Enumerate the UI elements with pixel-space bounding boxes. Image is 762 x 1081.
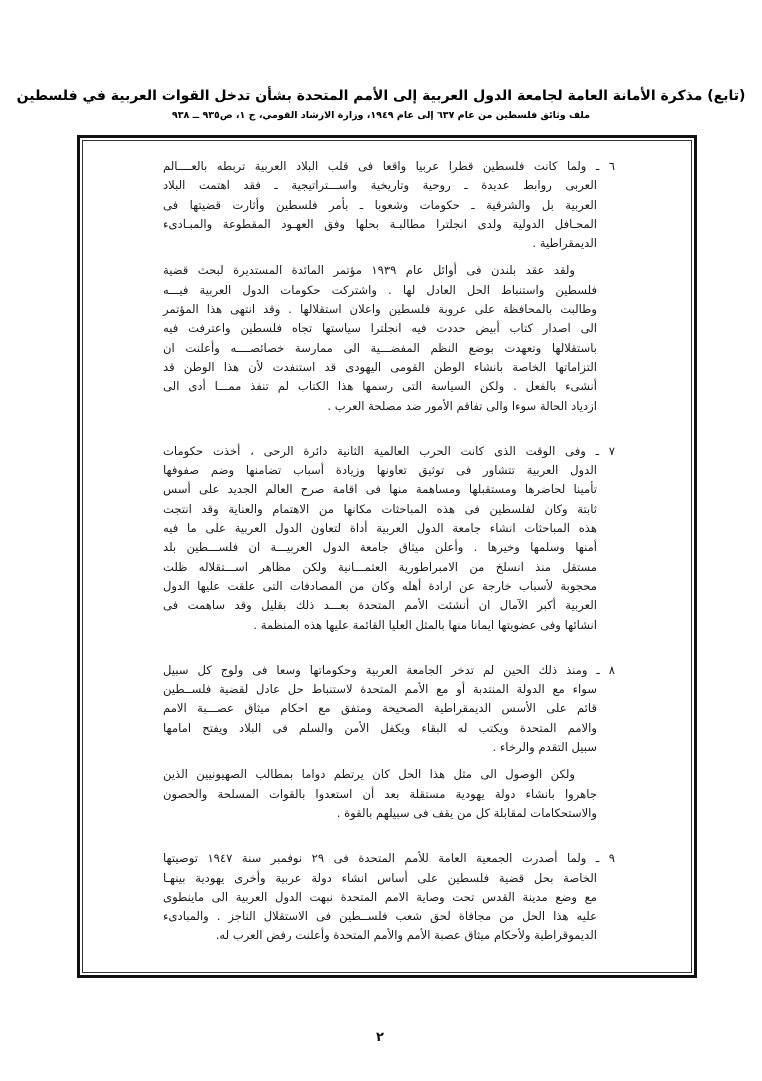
page-number: ٢: [376, 1030, 384, 1045]
text-line: الدول العربية تتشاور فى توثيق تعاونها وزيادة أسباب تضامنها وضم صفوفها: [163, 463, 597, 478]
text-line: العربية بل والشرقية ـ حكومات وشعوبا ـ بأمر فلسطين وأثارت قضيتها فى: [163, 197, 597, 212]
paragraph: [163, 765, 615, 823]
text-line: عليه هذا الحل من مجافاة لحق شعب فلســطين فى الاستقلال الناجز . والمبادىء: [163, 909, 597, 924]
text-line: والاستحكامات لمقابلة كل من يقف فى سبيلهم بالقوة .: [336, 805, 597, 820]
text-line: ازدياد الحالة سوءا والى تفاقم الأمور ضد مصلحة العرب .: [327, 398, 597, 413]
text-line: سبيل التقدم والرخاء .: [492, 740, 597, 755]
text-line: والامم المتحدة ويكتب له البقاء ويكفل الأمن والسلم فى البلاد ويفتح امامها: [163, 720, 597, 735]
text-line: فلسطين واستنباط الحل العادل لها . واشتركت حكومات الدول العربية فيـــه: [163, 282, 597, 297]
document-body: [163, 157, 615, 946]
source-citation: ملف وثائق فلسطين من عام ٦٣٧ إلى عام ١٩٤٩، وزارة الارشاد القومي، ج ١، ص٩٣٥ ــ ٩٣٨: [171, 110, 591, 121]
text-line: انشائها وفى عضويتها ايمانا منها بالمثل العليا القائمة عليها هذه المنظمة .: [253, 617, 597, 632]
text-line: العربية أكبر الآمال ان أنشئت الأمم المتحدة بعـــد ذلك بقليل وقد ساهمت فى: [163, 598, 597, 613]
text-line: محجوبة لأسباب خارجة عن ارادة أهله وكان من المصادفات التى علقت عليها الدول: [163, 578, 597, 593]
paragraph: [163, 849, 615, 945]
text-line: أنشىء بالفعل . ولكن السياسة التى رسمها هذا الكتاب لم تنفذ ممـــا أدى الى: [163, 379, 597, 394]
text-line: ٧ ـ وفى الوقت الذى كانت الحرب العالمية الثانية دائرة الرحى ، أخذت حكومات: [163, 443, 615, 458]
text-line: ٦ ـ ولما كانت فلسطين قطرا عربيا واقعا فى قلب البلاد العربية تربطه بالعــــالم: [163, 159, 615, 173]
text-line: مع وضع مدينة القدس تحت وصاية الامم المتحدة نبهت الدول العربية الى ماينطوى: [163, 889, 597, 904]
text-line: قائم على الأسس الديمقراطية الصحيحة ومتفق مع احكام ميثاق عصـــبة الامم: [163, 701, 597, 716]
text-line: جاهروا بانشاء دولة يهودية مستقلة بعد أن استعدوا بالقوات المسلحة والحصون: [163, 786, 597, 801]
text-line: مستقل منذ انسلخ من الامبراطورية العثمـــانية ولكن مظاهر اســـتقلاله ظلت: [163, 559, 597, 574]
text-line: سواء مع الدولة المنتدبة أو مع الأمم المتحدة لاستنباط حل عادل لقضية فلســطين: [163, 682, 597, 697]
paragraph: [163, 157, 615, 253]
text-line: الديموقراطية ولأحكام ميثاق عصبة الأمم والأمم المتحدة وأعلنت رفض العرب له.: [215, 928, 597, 943]
document-title: (تابع) مذكرة الأمانة العامة لجامعة الدول العربية إلى الأمم المتحدة بشأن تدخل القوات العربية في فلسطين: [16, 88, 746, 104]
text-line: وطالبت بالمحافظة على عروبة فلسطين واعلان استقلالها . وقد انتهى هذا المؤتمر: [163, 302, 597, 317]
text-line: ٨ ـ ومنذ ذلك الحين لم تدخر الجامعة العربية وحكوماتها وسعا فى ولوج كل سبيل: [163, 662, 615, 677]
text-line: هذه المباحثات انشاء جامعة الدول العربية أداة لتعاون الدول العربية على ما فيه: [163, 521, 597, 536]
text-line: ولقد عقد بلندن فى أوائل عام ١٩٣٩ مؤتمر المائدة المستديرة لبحث قضية: [163, 263, 576, 278]
paragraph: [163, 661, 615, 757]
text-line: ثابتة وكان لفلسطين فى هذه المباحثات مكانها من الاهتمام والعناية وقد انتجت: [163, 501, 597, 516]
text-line: ولكن الوصول الى مثل هذا الحل كان يرتطم دواما بمطالب الصهيونيين الذين: [163, 767, 575, 782]
text-line: باستقلالها وتعهدت بوضع النظم المفضـــية الى ممارسة خصائصــــه وأعلنت ان: [163, 340, 597, 355]
text-line: الخاصة بحل قضية فلسطين على أساس انشاء دولة عربية وأخرى يهودية بينهـا: [163, 870, 597, 885]
text-line: أمنها وسلمها وخيرها . وأعلن ميثاق جامعة الدول العربيـــة ان فلســـطين بلد: [163, 540, 597, 555]
text-line: ٩ ـ ولما أصدرت الجمعية العامة للأمم المتحدة فى ٢٩ نوفمبر سنة ١٩٤٧ توصيتها: [163, 851, 616, 866]
text-line: التزاماتها الخاصة بانشاء الوطن القومى اليهودى قد استنفدت لأن هذا الوطن قد: [163, 359, 597, 374]
text-line: تأمينا لحاضرها ومستقبلها ومساهمة منها فى اقامة صرح العالم الجديد على أسس: [163, 482, 597, 497]
paragraph: [163, 442, 615, 635]
text-line: المحـافل الدولية ولدى انجلترا مطالبـة بحلها وفق العهـود المقطوعة والمبـادىء: [163, 216, 597, 231]
paragraph: [163, 261, 615, 415]
text-line: الديمقراطية .: [532, 236, 597, 251]
text-line: الى اصدار كتاب أبيض حددت فيه انجلترا سياستها تجاه فلسطين واعترفت فيه: [163, 321, 597, 336]
text-line: العربى روابط عديدة ـ روحية وتاريخية واســـتراتيجية ـ فقد اهتمت البلاد: [163, 178, 597, 193]
